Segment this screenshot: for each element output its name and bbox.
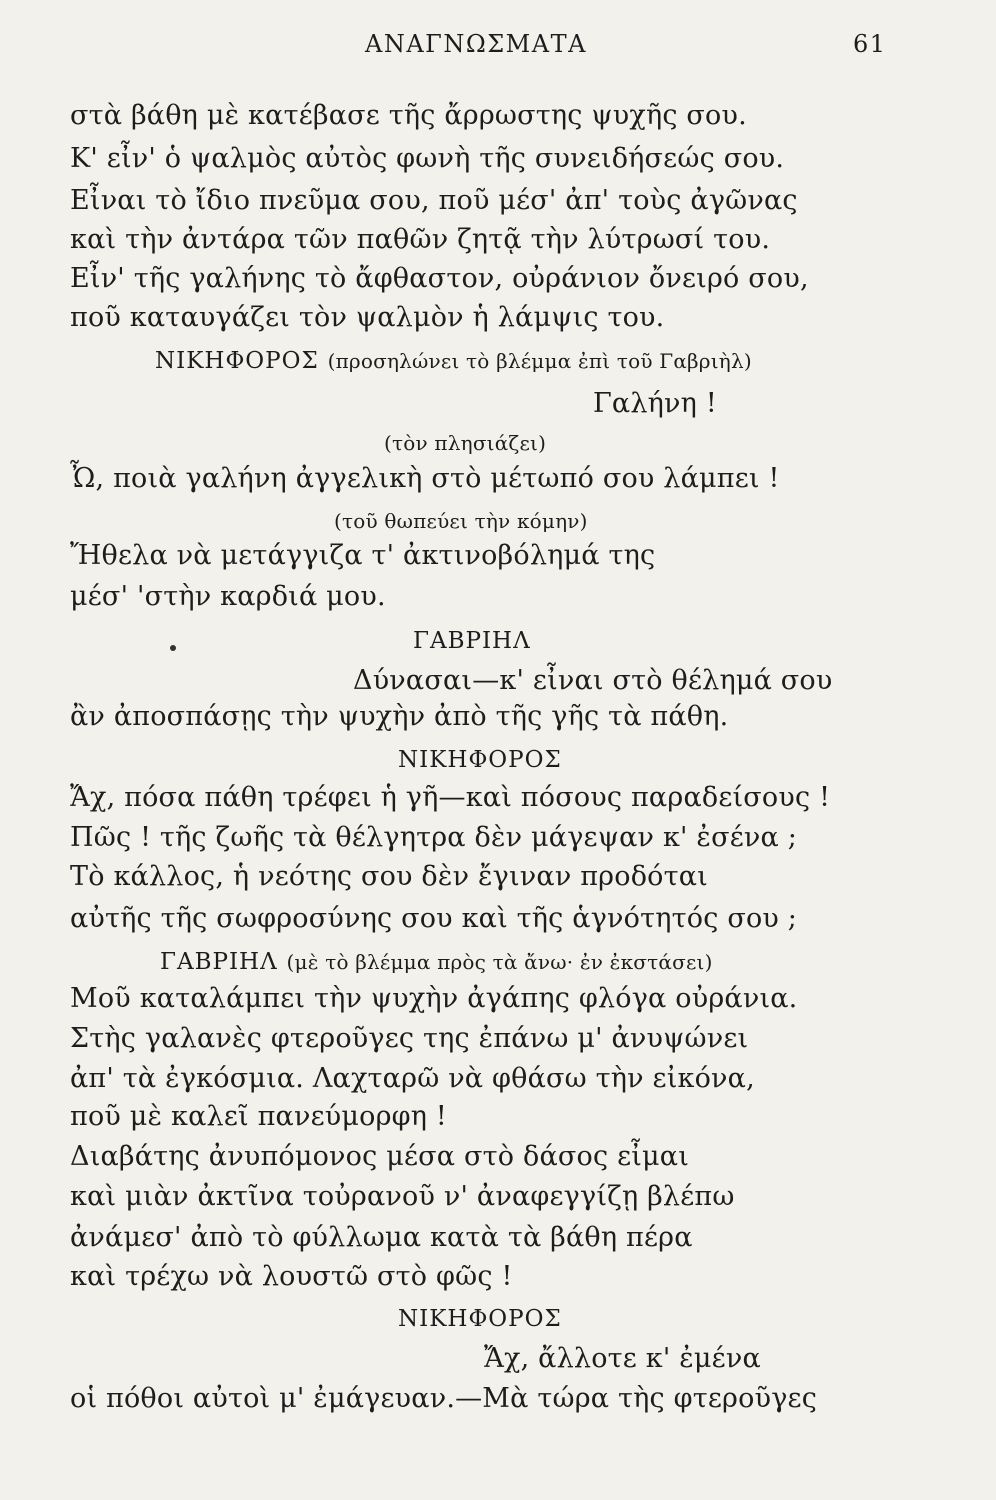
- page-number: 61: [853, 30, 887, 58]
- verse-line: ποῦ καταυγάζει τὸν ψαλμὸν ἡ λάμψις του.: [70, 302, 665, 333]
- verse-line: ποῦ μὲ καλεῖ πανεύμορφη !: [70, 1101, 447, 1132]
- stage-direction: (προσηλώνει τὸ βλέμμα ἐπὶ τοῦ Γαβριὴλ): [327, 349, 752, 373]
- verse-line: ἀνάμεσ' ἀπὸ τὸ φύλλωμα κατὰ τὰ βάθη πέρα: [70, 1222, 693, 1253]
- verse-line: στὰ βάθη μὲ κατέβασε τῆς ἄρρωστης ψυχῆς σου.: [70, 100, 747, 131]
- verse-line: Ἄχ, πόσα πάθη τρέφει ἡ γῆ—καὶ πόσους παραδείσους !: [70, 782, 831, 813]
- speaker-name: ΝΙΚΗΦΟΡΟΣ: [398, 1306, 562, 1332]
- verse-line: καὶ τρέχω νὰ λουστῶ στὸ φῶς !: [70, 1261, 513, 1292]
- verse-line: Κ' εἶν' ὁ ψαλμὸς αὐτὸς φωνὴ τῆς συνειδήσεώς σου.: [70, 143, 785, 174]
- verse-line: Στὴς γαλανὲς φτεροῦγες της ἐπάνω μ' ἀνυψώνει: [70, 1023, 749, 1054]
- speaker-cue: [160, 945, 713, 978]
- speaker-name: ΓΑΒΡΙΗΛ: [413, 628, 531, 654]
- verse-line: Διαβάτης ἀνυπόμονος μέσα στὸ δάσος εἶμαι: [70, 1141, 690, 1172]
- verse-line: Ἄχ, ἄλλοτε κ' ἐμένα: [484, 1343, 761, 1374]
- verse-line: Μοῦ καταλάμπει τὴν ψυχὴν ἀγάπης φλόγα οὐράνια.: [70, 983, 798, 1014]
- stage-direction: (τοῦ θωπεύει τὴν κόμην): [334, 509, 588, 533]
- verse-line: Τὸ κάλλος, ἡ νεότης σου δὲν ἔγιναν προδόται: [70, 861, 708, 892]
- verse-line: αὐτῆς τῆς σωφροσύνης σου καὶ τῆς ἁγνότητός σου ;: [70, 903, 798, 934]
- verse-line: καὶ τὴν ἀντάρα τῶν παθῶν ζητᾷ τὴν λύτρωσί του.: [70, 224, 771, 255]
- stage-direction: (τὸν πλησιάζει): [384, 431, 547, 455]
- speaker-name: ΓΑΒΡΙΗΛ: [160, 949, 278, 975]
- stage-direction: (μὲ τὸ βλέμμα πρὸς τὰ ἄνω· ἐν ἐκστάσει): [286, 950, 713, 974]
- running-head: ΑΝΑΓΝΩΣΜΑΤΑ: [365, 30, 587, 58]
- verse-line: Ὦ, ποιὰ γαλήνη ἀγγελικὴ στὸ μέτωπό σου λάμπει !: [70, 463, 780, 494]
- verse-line: καὶ μιὰν ἀκτῖνα τοὐρανοῦ ν' ἀναφεγγίζῃ βλέπω: [70, 1181, 735, 1212]
- verse-line: Δύνασαι—κ' εἶναι στὸ θέλημά σου: [353, 665, 833, 696]
- speaker-cue: [155, 344, 752, 377]
- verse-line: Πῶς ! τῆς ζωῆς τὰ θέλγητρα δὲν μάγεψαν κ' ἐσένα ;: [70, 822, 798, 853]
- verse-line: ἀπ' τὰ ἐγκόσμια. Λαχταρῶ νὰ φθάσω τὴν εἰκόνα,: [70, 1063, 755, 1094]
- verse-line: ἂν ἀποσπάσῃς τὴν ψυχὴν ἀπὸ τῆς γῆς τὰ πάθη.: [70, 701, 729, 732]
- verse-line: Γαλήνη !: [593, 388, 717, 419]
- ink-speck: [170, 645, 176, 651]
- verse-line: Εἶν' τῆς γαλήνης τὸ ἄφθαστον, οὐράνιον ὄνειρό σου,: [70, 263, 809, 294]
- verse-line: Ἤθελα νὰ μετάγγιζα τ' ἀκτινοβόλημά της: [70, 540, 656, 571]
- verse-line: μέσ' 'στὴν καρδιά μου.: [70, 581, 386, 612]
- verse-line: Εἶναι τὸ ἴδιο πνεῦμα σου, ποῦ μέσ' ἀπ' τοὺς ἀγῶνας: [70, 185, 798, 216]
- speaker-name: ΝΙΚΗΦΟΡΟΣ: [398, 747, 562, 773]
- speaker-name: ΝΙΚΗΦΟΡΟΣ: [155, 348, 319, 374]
- verse-line: οἱ πόθοι αὐτοὶ μ' ἐμάγευαν.—Μὰ τώρα τὴς φτεροῦγες: [70, 1383, 818, 1414]
